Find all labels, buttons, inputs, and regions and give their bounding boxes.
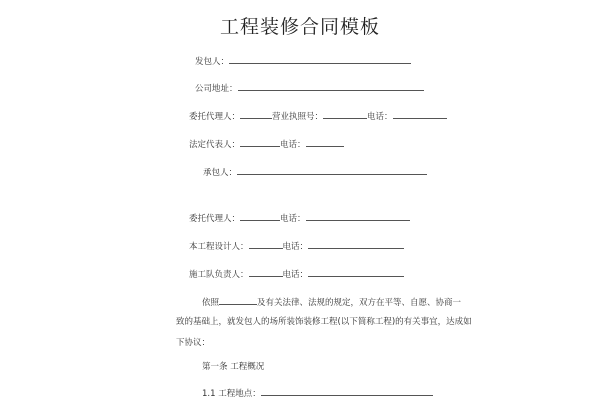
designer-phone-label: 电话：	[282, 242, 309, 252]
contractor-agent-blank[interactable]	[240, 212, 280, 221]
designer-phone-blank[interactable]	[308, 240, 404, 249]
project-location-label: 1.1 工程地点：	[202, 389, 261, 399]
contractor-agent-phone-label: 电话：	[280, 214, 306, 224]
legal-rep-blank[interactable]	[240, 138, 280, 147]
company-address-blank[interactable]	[238, 82, 424, 91]
company-address-line	[195, 82, 424, 94]
document-title: 工程装修合同模板	[219, 16, 380, 38]
agent-blank[interactable]	[240, 110, 272, 119]
paragraph-start: 依照	[202, 298, 220, 308]
business-license-blank[interactable]	[323, 110, 367, 119]
designer-blank[interactable]	[249, 240, 283, 249]
agent-label: 委托代理人：	[189, 112, 241, 122]
contractor-label: 承包人：	[203, 168, 238, 178]
site-manager-row	[189, 268, 404, 280]
site-manager-phone-label: 电话：	[282, 270, 309, 280]
paragraph-after-blank: 及有关法律、法规的规定，双方在平等、自愿、协商一	[257, 298, 462, 308]
project-location-line	[202, 387, 433, 399]
agent-phone-label: 电话：	[367, 112, 393, 122]
legal-rep-row	[189, 138, 344, 150]
site-manager-blank[interactable]	[249, 268, 283, 277]
designer-label: 本工程设计人：	[189, 242, 249, 252]
contractor-blank[interactable]	[237, 166, 427, 175]
site-manager-label: 施工队负责人：	[189, 270, 249, 280]
paragraph-line-1	[202, 296, 461, 308]
designer-row	[189, 240, 404, 252]
agent-row	[189, 110, 447, 122]
section-1-title: 第一条 工程概况	[202, 362, 265, 372]
contractor-agent-phone-blank[interactable]	[306, 212, 410, 221]
contractor-line	[203, 166, 427, 178]
employer-line	[195, 55, 411, 67]
project-location-blank[interactable]	[261, 387, 433, 396]
agent-phone-blank[interactable]	[393, 110, 447, 119]
paragraph-line-3: 下协议：	[176, 338, 211, 348]
employer-blank[interactable]	[229, 55, 411, 64]
contractor-agent-row	[189, 212, 410, 224]
site-manager-phone-blank[interactable]	[308, 268, 404, 277]
paragraph-line-2: 致的基础上，就发包人的场所装饰装修工程(以下简称工程)的有关事宜，达成如	[176, 317, 472, 327]
law-name-blank[interactable]	[219, 296, 257, 305]
business-license-label: 营业执照号：	[272, 112, 324, 122]
legal-rep-phone-label: 电话：	[280, 140, 306, 150]
contractor-agent-label: 委托代理人：	[189, 214, 241, 224]
company-address-label: 公司地址：	[195, 84, 238, 94]
legal-rep-label: 法定代表人：	[189, 140, 241, 150]
employer-label: 发包人：	[195, 57, 230, 67]
legal-rep-phone-blank[interactable]	[306, 138, 344, 147]
